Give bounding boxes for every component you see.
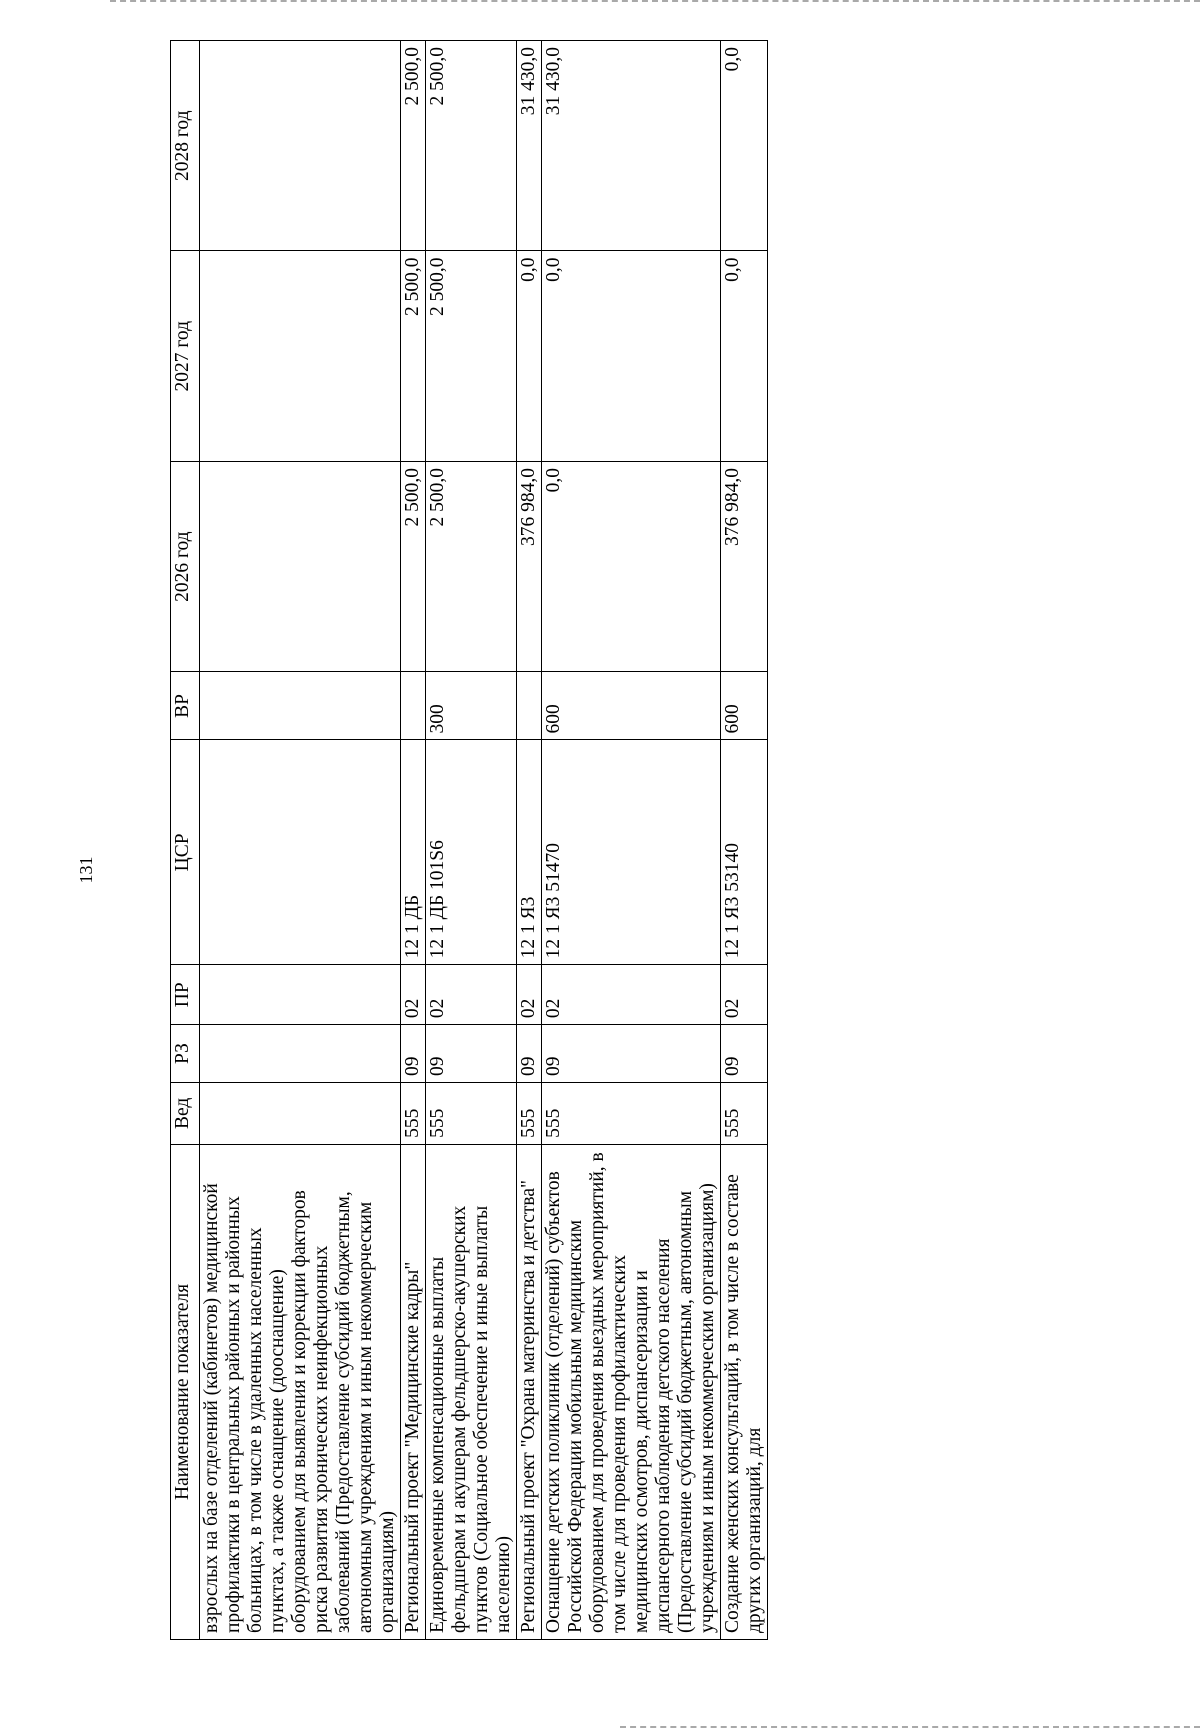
cell-2027 <box>200 251 401 461</box>
header-2027: 2027 год <box>171 251 200 461</box>
cell-csr: 12 1 ДБ <box>401 740 426 965</box>
cell-rz: 09 <box>517 1025 542 1083</box>
cell-csr: 12 1 Я3 51470 <box>542 740 721 965</box>
header-rz: РЗ <box>171 1025 200 1083</box>
cell-name: Единовременные компенсационные выплаты фельдшерам и акушерам фельдшерско-акушерских пунктов (Социальное обеспечение и иные выплаты населению) <box>426 1144 517 1639</box>
cell-2027: 2 500,0 <box>401 251 426 461</box>
table-row <box>401 41 426 1640</box>
cell-vr <box>200 672 401 740</box>
cell-pr: 02 <box>542 965 721 1025</box>
cell-name: Региональный проект "Медицинские кадры" <box>401 1144 426 1639</box>
cell-2028: 31 430,0 <box>542 41 721 252</box>
cell-vr <box>517 672 542 740</box>
cell-2026: 376 984,0 <box>721 461 768 671</box>
header-name: Наименование показателя <box>171 1144 200 1639</box>
page-number: 131 <box>76 856 96 884</box>
cell-ved: 555 <box>721 1082 768 1144</box>
cell-name: Создание женских консультаций, в том числе в составе других организаций, для <box>721 1144 768 1639</box>
cell-ved: 555 <box>517 1082 542 1144</box>
cell-2026: 2 500,0 <box>426 461 517 671</box>
cell-rz: 09 <box>542 1025 721 1083</box>
cell-pr: 02 <box>517 965 542 1025</box>
table-row <box>517 41 542 1640</box>
cell-name: Региональный проект "Охрана материнства и детства" <box>517 1144 542 1639</box>
cell-ved: 555 <box>401 1082 426 1144</box>
cell-2026: 0,0 <box>542 461 721 671</box>
table-header-row <box>171 41 200 1640</box>
header-2028: 2028 год <box>171 41 200 252</box>
budget-table <box>170 40 768 1640</box>
cell-pr: 02 <box>721 965 768 1025</box>
cell-csr: 12 1 Я3 <box>517 740 542 965</box>
cell-pr <box>200 965 401 1025</box>
cell-vr: 600 <box>542 672 721 740</box>
cell-rz: 09 <box>721 1025 768 1083</box>
cell-2028: 2 500,0 <box>426 41 517 252</box>
cell-csr: 12 1 Я3 53140 <box>721 740 768 965</box>
table-row <box>200 41 401 1640</box>
scan-edge-bottom <box>620 1722 1200 1728</box>
rotated-table-frame <box>170 40 1120 1640</box>
table-row <box>721 41 768 1640</box>
cell-ved <box>200 1082 401 1144</box>
cell-2028: 2 500,0 <box>401 41 426 252</box>
cell-ved: 555 <box>542 1082 721 1144</box>
header-csr: ЦСР <box>171 740 200 965</box>
cell-vr <box>401 672 426 740</box>
table-row <box>426 41 517 1640</box>
cell-rz: 09 <box>401 1025 426 1083</box>
scan-edge-top <box>110 0 1200 6</box>
cell-rz: 09 <box>426 1025 517 1083</box>
cell-2026: 376 984,0 <box>517 461 542 671</box>
cell-2028 <box>200 41 401 252</box>
cell-2026: 2 500,0 <box>401 461 426 671</box>
cell-2028: 31 430,0 <box>517 41 542 252</box>
cell-csr: 12 1 ДБ 101S6 <box>426 740 517 965</box>
cell-name: взрослых на базе отделений (кабинетов) медицинской профилактики в центральных районных и районных больницах, в том числе в удаленных населенных пунктах, а также оснащение (дооснащение) оборудованием для выявления и коррекции факторов риска развития хронических неинфекционных заболеваний (Предоставление субсидий бюджетным, автономным учреждениям и иным некоммерческим организациям) <box>200 1144 401 1639</box>
cell-vr: 600 <box>721 672 768 740</box>
cell-pr: 02 <box>401 965 426 1025</box>
header-2026: 2026 год <box>171 461 200 671</box>
cell-2026 <box>200 461 401 671</box>
cell-2027: 2 500,0 <box>426 251 517 461</box>
cell-rz <box>200 1025 401 1083</box>
cell-2027: 0,0 <box>517 251 542 461</box>
header-ved: Вед <box>171 1082 200 1144</box>
cell-csr <box>200 740 401 965</box>
cell-ved: 555 <box>426 1082 517 1144</box>
cell-vr: 300 <box>426 672 517 740</box>
table-row <box>542 41 721 1640</box>
cell-2028: 0,0 <box>721 41 768 252</box>
cell-2027: 0,0 <box>542 251 721 461</box>
cell-name: Оснащение детских поликлиник (отделений) субъектов Российской Федерации мобильным медицинским оборудованием для проведения выездных мероприятий, в том числе для проведения профилактических медицинских осмотров, диспансеризации и диспансерного наблюдения детского населения (Предоставление субсидий бюджетным, автономным учреждениям и иным некоммерческим организациям) <box>542 1144 721 1639</box>
cell-pr: 02 <box>426 965 517 1025</box>
header-vr: ВР <box>171 672 200 740</box>
header-pr: ПР <box>171 965 200 1025</box>
cell-2027: 0,0 <box>721 251 768 461</box>
